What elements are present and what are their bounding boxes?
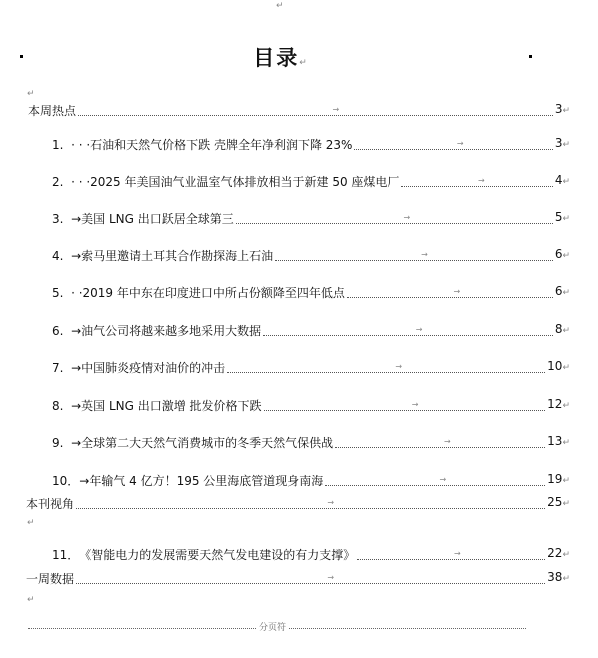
paragraph-mark: ↵ <box>276 1 284 11</box>
toc-section-label: 一周数据 <box>26 572 75 586</box>
toc-entry-number: 9. → <box>52 436 82 450</box>
toc-entry-number: 3. → <box>52 212 82 226</box>
toc-entry-8[interactable] <box>52 397 570 415</box>
toc-entry-number: 5. · · <box>52 286 83 300</box>
toc-page-number: 38↵ <box>547 570 570 584</box>
toc-page-number: 4↵ <box>554 173 570 187</box>
toc-page-number: 22↵ <box>547 546 570 560</box>
toc-section-weekly-data[interactable] <box>26 570 570 588</box>
toc-page-number: 6↵ <box>554 247 570 261</box>
toc-entry-number: 4. → <box>52 249 82 263</box>
dot-leader: → <box>264 410 546 411</box>
toc-entry-10[interactable] <box>52 472 570 490</box>
toc-entry-number: 10．→ <box>52 474 90 488</box>
toc-section-label: 本周热点 <box>28 104 77 118</box>
toc-entry-number: 2. · · · <box>52 175 91 189</box>
toc-entry-text: 油气公司将越来越多地采用大数据 <box>81 324 262 338</box>
dot-leader: → <box>401 186 552 187</box>
dot-leader: → <box>227 372 545 373</box>
toc-page-number: 3↵ <box>554 136 570 150</box>
paragraph-mark: ↵ <box>27 518 35 528</box>
toc-page-number: 25↵ <box>547 495 570 509</box>
toc-page-number: 10↵ <box>547 359 570 373</box>
dot-leader: → <box>335 447 545 448</box>
toc-entry-text: 石油和天然气价格下跌 壳牌全年净利润下降 23% <box>90 138 353 152</box>
toc-entry-text: 2025 年美国油气业温室气体排放相当于新建 50 座煤电厂 <box>90 175 400 189</box>
toc-entry-text: 年输气 4 亿方！195 公里海底管道现身南海 <box>89 474 324 488</box>
toc-entry-number: 1. · · · <box>52 138 91 152</box>
toc-page-number: 19↵ <box>547 472 570 486</box>
toc-entry-6[interactable] <box>52 322 570 340</box>
toc-section-editorial-view[interactable] <box>26 495 570 513</box>
toc-entry-number: 8. → <box>52 399 82 413</box>
toc-page-number: 12↵ <box>547 397 570 411</box>
toc-page-number: 13↵ <box>547 434 570 448</box>
dot-leader: → <box>275 260 553 261</box>
toc-entry-text: 中国肺炎疫情对油价的冲击 <box>81 361 226 375</box>
toc-entry-text: 索马里邀请土耳其合作勘探海上石油 <box>81 249 274 263</box>
toc-entry-1[interactable] <box>52 136 570 154</box>
toc-entry-text: 美国 LNG 出口跃居全球第三 <box>81 212 234 226</box>
page-break-label: 分页符 <box>256 620 289 633</box>
toc-section-hot-topics[interactable] <box>28 102 570 120</box>
toc-entry-11[interactable] <box>52 546 570 564</box>
toc-section-label: 本刊视角 <box>26 497 75 511</box>
toc-entry-number: 6. → <box>52 324 82 338</box>
toc-entry-9[interactable] <box>52 434 570 452</box>
dot-leader: → <box>236 223 553 224</box>
toc-title-text: 目录 <box>253 46 300 70</box>
toc-entry-3[interactable] <box>52 210 570 228</box>
paragraph-mark: ↵ <box>27 595 35 605</box>
toc-entry-number: 11． <box>52 548 80 562</box>
dot-leader: → <box>78 115 553 116</box>
dot-leader: → <box>354 149 552 150</box>
paragraph-mark: ↵ <box>27 89 35 99</box>
toc-entry-4[interactable] <box>52 247 570 265</box>
toc-page-number: 8↵ <box>554 322 570 336</box>
toc-entry-5[interactable] <box>52 284 570 302</box>
toc-entry-7[interactable] <box>52 359 570 377</box>
toc-entry-text: 英国 LNG 出口激增 批发价格下跌 <box>81 399 262 413</box>
dot-leader: → <box>76 508 545 509</box>
toc-page-number: 3↵ <box>554 102 570 116</box>
dot-leader: → <box>347 297 553 298</box>
toc-entry-text: 《智能电力的发展需要天然气发电建设的有力支撑》 <box>79 548 356 562</box>
paragraph-mark: ↵ <box>299 58 307 68</box>
dot-leader: → <box>357 559 545 560</box>
toc-page-number: 6↵ <box>554 284 570 298</box>
dot-leader: → <box>325 485 545 486</box>
toc-page-number: 5↵ <box>554 210 570 224</box>
toc-title <box>0 42 560 72</box>
toc-entry-text: 2019 年中东在印度进口中所占份额降至四年低点 <box>82 286 345 300</box>
dot-leader: → <box>76 583 545 584</box>
toc-entry-2[interactable] <box>52 173 570 191</box>
dot-leader: → <box>263 335 553 336</box>
toc-entry-number: 7. → <box>52 361 82 375</box>
toc-entry-text: 全球第二大天然气消费城市的冬季天然气保供战 <box>81 436 334 450</box>
